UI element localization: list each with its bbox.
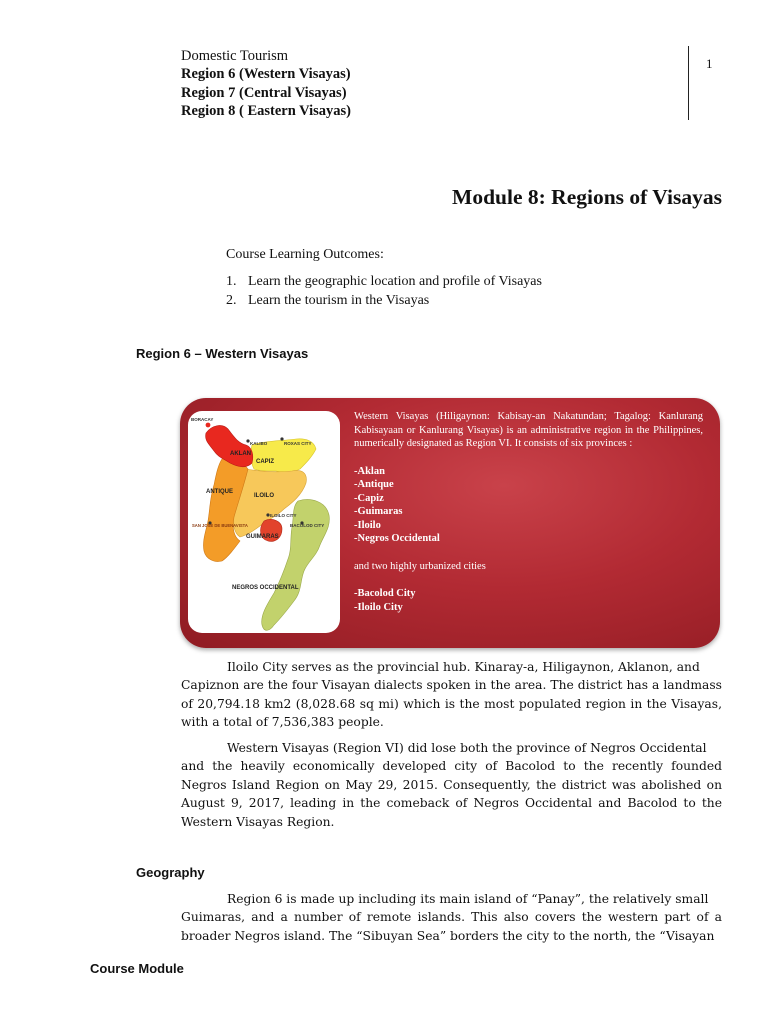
city-item: -Bacolod City [354,588,416,599]
city-item: -Iloilo City [354,601,403,613]
header-region-8: Region 8 ( Eastern Visayas) [181,102,351,119]
province-item: -Iloilo [354,519,381,531]
map-label-antique: ANTIQUE [206,489,233,495]
map-label-boracay: BORACAY [191,417,214,422]
region-map [188,411,340,633]
panel-cities-intro: and two highly urbanized cities [354,560,486,572]
province-item: -Capiz [354,492,384,504]
province-item: -Guimaras [354,506,403,517]
region-map-graphic [188,411,340,633]
map-label-negros: NEGROS OCCIDENTAL [232,585,299,591]
header-course: Domestic Tourism [181,48,289,64]
list-item: 1. Learn the geographic location and profile of Visayas [226,274,542,289]
panel-intro: Western Visayas (Hiligaynon: Kabisay-an Nakatundan; Tagalog: Kanlurang Kabisayaan or Kanlurang Visayas) is an administrative region in the Philippines, numerically designated as Region VI. It consists of six provinces : [354,411,703,449]
page-title: Module 8: Regions of Visayas [452,185,722,209]
info-panel [180,398,720,648]
document-header [181,47,351,120]
map-label-guimaras: GUIMARAS [246,534,279,540]
province-item: -Antique [354,479,394,490]
province-item: -Aklan [354,465,385,477]
map-label-iloilo: ILOILO [254,493,274,499]
list-item: 2. Learn the tourism in the Visayas [226,293,430,308]
section-heading-geography: Geography [136,865,205,880]
map-label-iloilo-city: ILOILO CITY [270,513,297,518]
header-divider [688,46,689,120]
paragraph-geography: Region 6 is made up including its main island of “Panay”, the relatively small Guimaras, and a number of remote islands. This also covers the western part of a broader Negros island. The “Sibuyan Sea” borders the city to the north, the “Visayan [181,892,722,943]
page-number: 1 [706,56,713,71]
map-aklan [206,426,253,467]
header-region-6: Region 6 (Western Visayas) [181,66,351,83]
map-boracay [206,423,211,428]
map-label-capiz: CAPIZ [256,459,274,465]
section-heading-region-6: Region 6 – Western Visayas [136,346,309,361]
map-label-san-jose: SAN JOSE DE BUENAVISTA [192,523,248,528]
panel-text [354,410,703,614]
paragraph-history: Western Visayas (Region VI) did lose both the province of Negros Occidental and the heavily economically developed city of Bacolod to the recently founded Negros Island Region on May 29, 2015. Consequently, the district was abolished on August 9, 2017, leading in the comeback of Negros Occidental and Bacolod to the Western Visayas Region. [181,741,722,829]
map-label-aklan: AKLAN [230,451,251,457]
outcomes-list [226,272,542,310]
paragraph-dialects: Iloilo City serves as the provincial hub. Kinaray-a, Hiligaynon, Aklanon, and Capiznon are the four Visayan dialects spoken in the area. The district has a landmass of 20,794.18 km2 (8,028.68 sq mi) which is the most populated region in the Visayas, with a total of 7,536,383 people. [181,660,722,730]
province-item: -Negros Occidental [354,533,440,544]
header-region-7: Region 7 (Central Visayas) [181,84,347,101]
map-label-kalibo: KALIBO [250,441,268,446]
footer-label: Course Module [90,961,184,976]
map-label-bacolod: BACOLOD CITY [290,523,325,528]
map-label-roxas: ROXAS CITY [284,441,312,446]
outcomes-heading: Course Learning Outcomes: [226,247,384,262]
